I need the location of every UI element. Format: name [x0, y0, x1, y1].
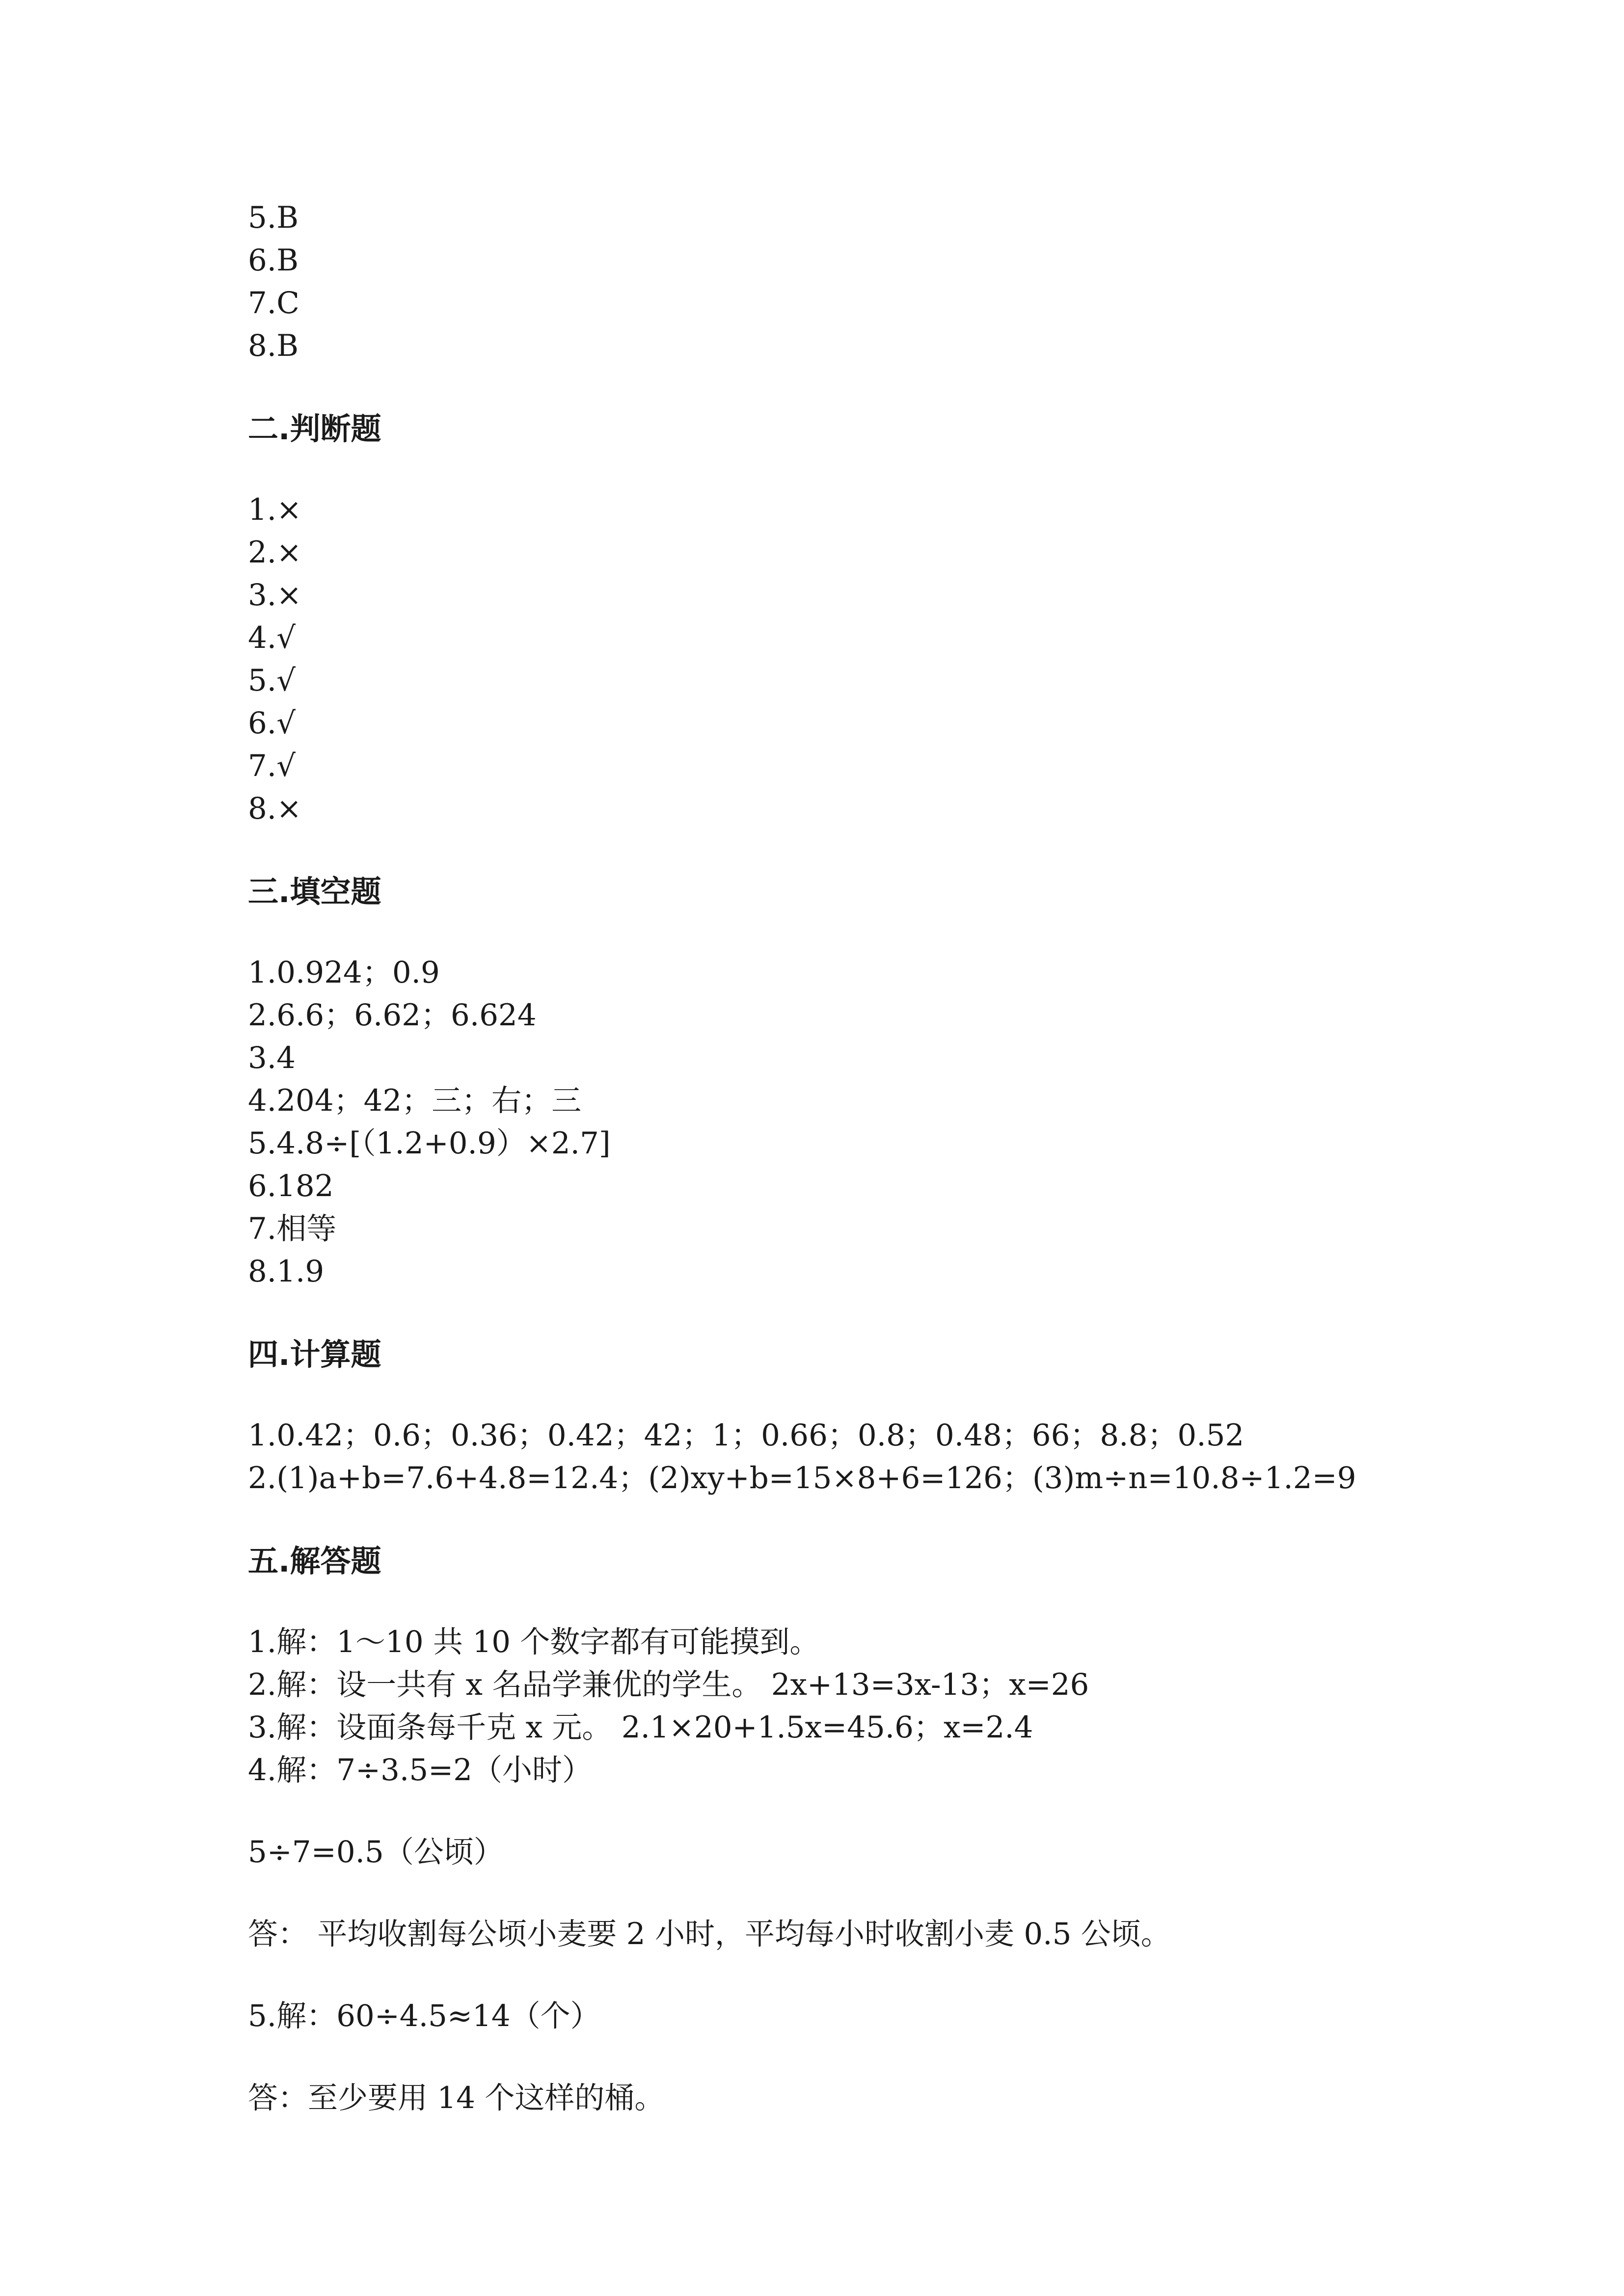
answer-line: 8.×	[248, 791, 302, 826]
answer-line: 5.解：60÷4.5≈14（个）	[248, 1999, 600, 2033]
answer-line: 2.(1)a+b=7.6+4.8=12.4；(2)xy+b=15×8+6=126；(3)m÷n=10.8÷1.2=9	[248, 1461, 1356, 1495]
answer-line: 7.√	[248, 748, 296, 783]
answer-content	[248, 196, 1377, 2119]
answer-line: 2.解：设一共有 x 名品学兼优的学生。 2x+13=3x-13；x=26	[248, 1667, 1089, 1702]
answer-line: 5.4.8÷[（1.2+0.9）×2.7]	[248, 1126, 611, 1161]
section-heading-fill-blank: 三.填空题	[248, 874, 381, 909]
section-true-false	[248, 407, 1377, 830]
answer-line: 7.C	[248, 286, 299, 320]
answer-line: 5.√	[248, 663, 296, 698]
section-choice-answers	[248, 196, 1377, 367]
answer-line: 1.×	[248, 492, 302, 527]
answer-line: 8.1.9	[248, 1254, 325, 1289]
answer-line: 3.4	[248, 1041, 296, 1075]
answer-line: 7.相等	[248, 1211, 337, 1246]
section-heading-calculation: 四.计算题	[248, 1336, 381, 1372]
answer-line: 3.×	[248, 578, 302, 613]
answer-line: 4.解：7÷3.5=2（小时）	[248, 1753, 593, 1788]
answer-line: 6.√	[248, 706, 296, 741]
answer-line: 4.204；42；三；右；三	[248, 1083, 582, 1118]
answer-line: 1.解：1～10 共 10 个数字都有可能摸到。	[248, 1625, 820, 1659]
section-fill-blank	[248, 870, 1377, 1293]
answer-line: 1.0.924；0.9	[248, 955, 440, 990]
section-calculation	[248, 1333, 1377, 1499]
answer-line: 答： 平均收割每公顷小麦要 2 小时，平均每小时收割小麦 0.5 公顷。	[248, 1917, 1171, 1951]
answer-line: 6.B	[248, 243, 299, 278]
answer-line: 8.B	[248, 328, 299, 363]
section-word-problems	[248, 1540, 1377, 2119]
answer-line: 2.×	[248, 535, 302, 570]
answer-line: 6.182	[248, 1169, 334, 1203]
answer-line: 1.0.42；0.6；0.36；0.42；42；1；0.66；0.8；0.48；66；8.8；0.52	[248, 1418, 1245, 1453]
section-heading-word-problems: 五.解答题	[248, 1543, 381, 1579]
answer-line: 5÷7=0.5（公顷）	[248, 1835, 504, 1869]
answer-line: 2.6.6；6.62；6.624	[248, 998, 537, 1033]
answer-line: 3.解：设面条每千克 x 元。 2.1×20+1.5x=45.6；x=2.4	[248, 1710, 1033, 1745]
section-heading-true-false: 二.判断题	[248, 411, 381, 447]
answer-line: 5.B	[248, 200, 299, 235]
answer-line: 答：至少要用 14 个这样的桶。	[248, 2081, 665, 2115]
answer-line: 4.√	[248, 620, 296, 655]
